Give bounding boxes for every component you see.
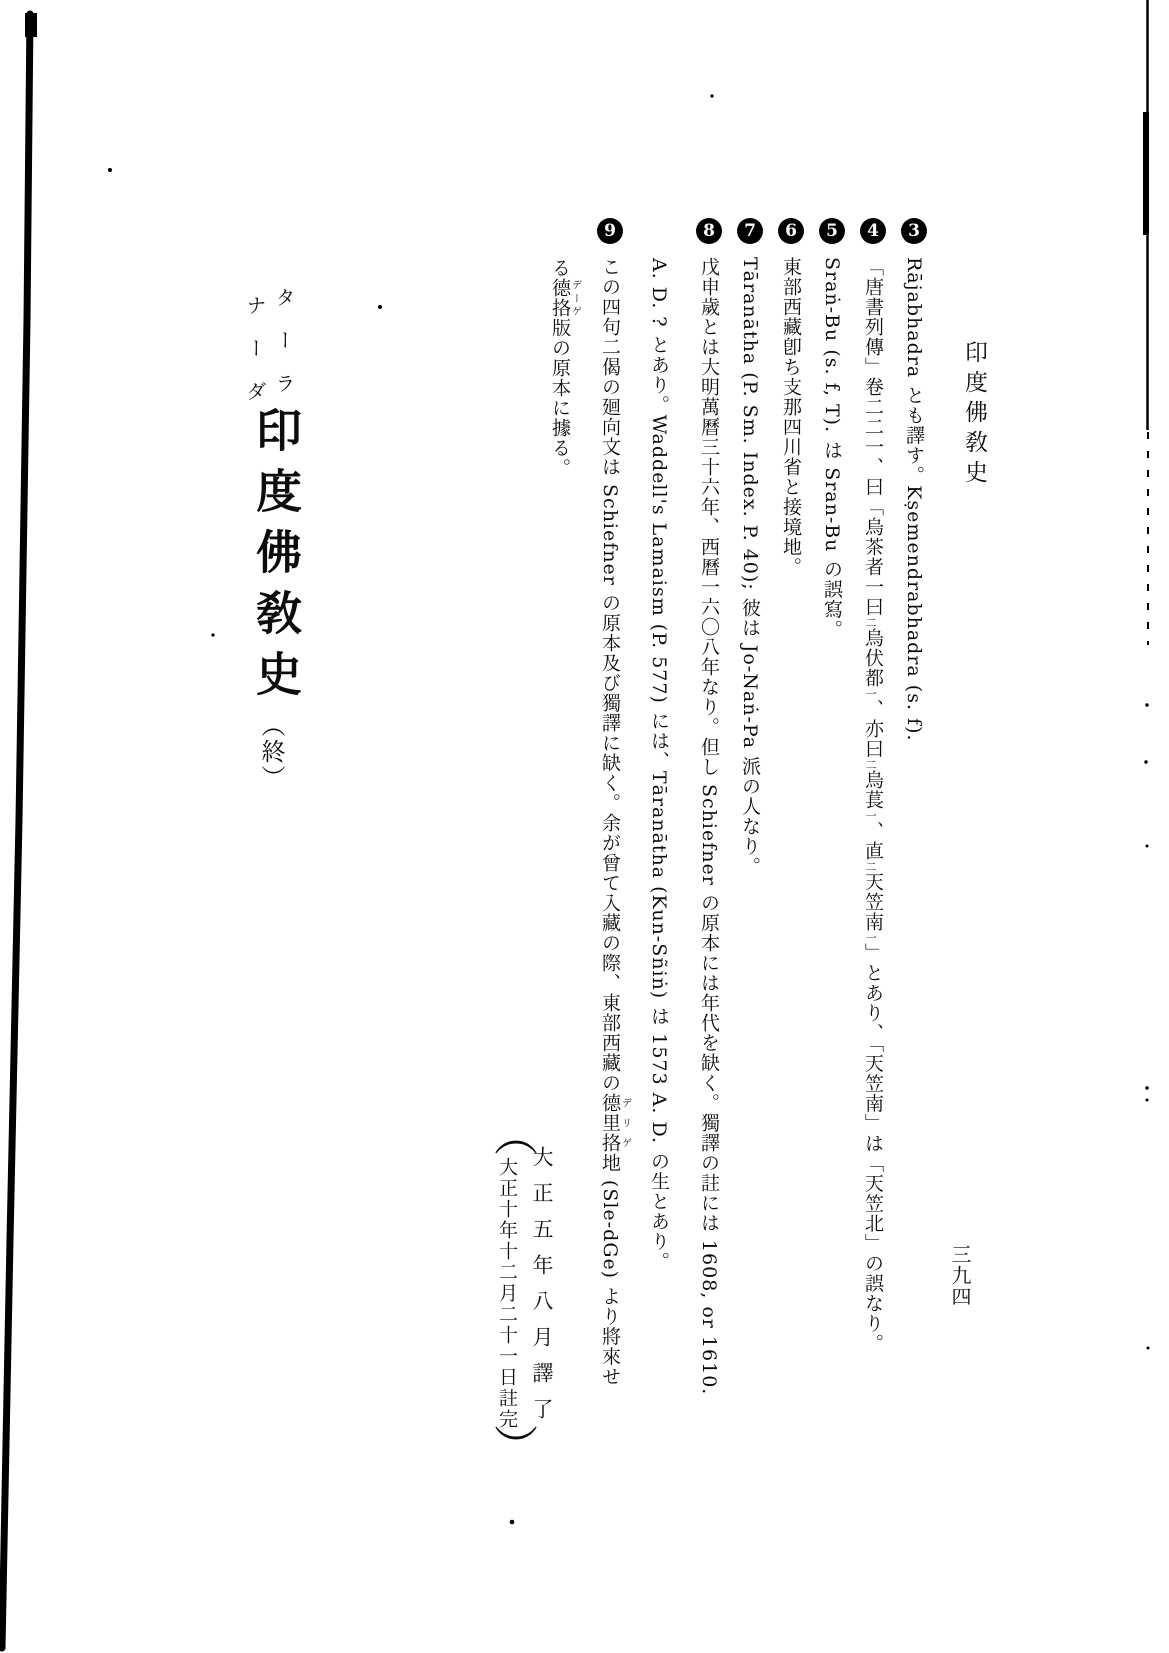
note-5: 5Sraṅ-Bu (s. f, T). は Sran-Bu の誤寫。 (811, 218, 852, 1550)
kanbun-kaeriten-mark: 二 (864, 759, 877, 770)
note-number-badge: 4 (860, 218, 886, 244)
kanbun-kaeriten-mark: 一 (864, 688, 877, 699)
title-suffix-end: （終） (257, 713, 285, 791)
furigana-annotated-word: 德挌デーゲ (549, 278, 581, 318)
title-kana-right: ターラ (272, 287, 296, 416)
kanbun-kaeriten-mark: 二 (864, 861, 877, 872)
note-number-badge: 3 (901, 218, 927, 244)
note-number-badge: 6 (778, 218, 804, 244)
notes-section (531, 218, 934, 1550)
note-8-continuation: A. D. ? とあり。Waddell's Lamaism (P. 577) には、Tāranātha (Kun-Sñiṅ) は 1573 A. D. の生とあり。 (648, 258, 670, 1272)
note-8: 8戊申歲とは大明萬曆三十六年、西曆一六〇八年なり。但し Schiefner の原本には年代を缺く。獨譯の註には 1608, or 1610. (688, 218, 729, 1550)
note-9-continuation: る德挌デーゲ版の原本に據る。 (549, 258, 581, 478)
page-number: 三九四 (948, 1244, 972, 1307)
colophon-translation-date: 大正五年八月譯了 (530, 1146, 554, 1434)
colophon-paren-close: ） (486, 1424, 537, 1468)
note-number-badge: 5 (819, 218, 845, 244)
title-kana-left: ナーダ (243, 295, 267, 424)
colophon-annotation-date: 大正十年十二月二十一日註完 (496, 1157, 518, 1430)
note-number-badge: 7 (737, 218, 763, 244)
kanbun-kaeriten-mark: 一 (864, 810, 877, 821)
kanbun-kaeriten-mark: 二 (864, 617, 877, 628)
kanbun-kaeriten-mark: 一 (864, 932, 877, 943)
furigana-annotated-word: 德里挌デリゲ (599, 1092, 631, 1153)
note-9: 9この四句二偈の廻向文は Schiefner の原本及び獨譯に缺く。余が曾て入藏の際、東部西藏の德里挌デリゲ地 (Sle-dGe) より將來せ (589, 218, 630, 1550)
note-6: 6東部西藏卽ち支那四川省と接境地。 (770, 218, 811, 1550)
note-3: 3Rājabhadra とも譯す。Kṣemendrabhadra (s. f). (893, 218, 934, 1550)
note-number-badge: 8 (696, 218, 722, 244)
note-4: 4「唐書列傳」卷二二一、曰「烏茶者一曰二烏伏都一、亦曰二烏萇一、直二天笠南一」とあり、「天笠南」は「天笠北」の誤なり。 (852, 218, 893, 1550)
colophon-paren-open: （ (486, 1112, 537, 1156)
running-header: 印度佛敎史 (961, 340, 987, 490)
note-7: 7Tāranātha (P. Sm. Index. P. 40); 彼は Jo-Naṅ-Pa 派の人なり。 (729, 218, 770, 1550)
book-title: 印度佛敎史 (249, 406, 303, 711)
note-number-badge: 9 (597, 218, 623, 244)
